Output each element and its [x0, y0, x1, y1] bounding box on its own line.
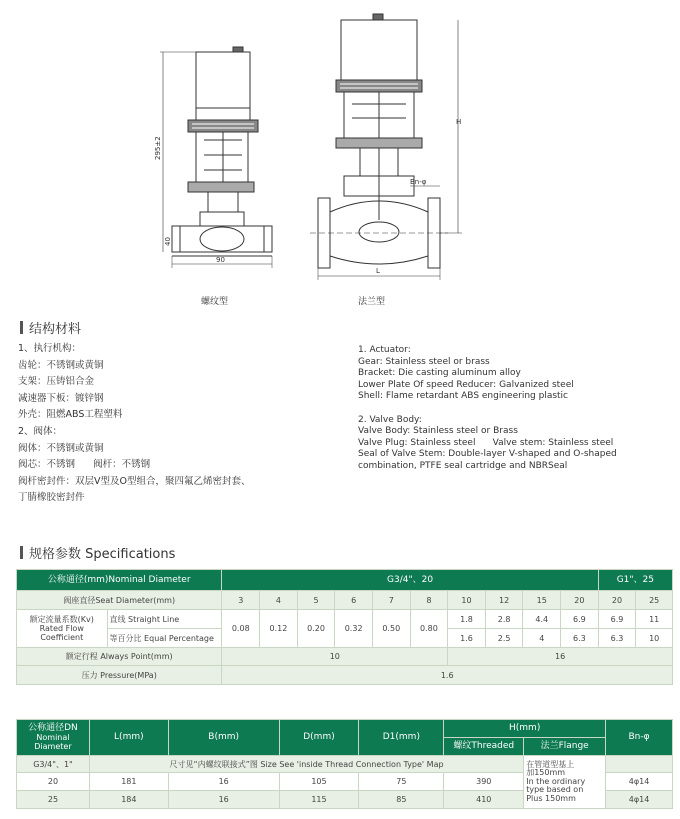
table-cell: 105 [279, 773, 359, 791]
stroke-label: 额定行程 Always Point(mm) [17, 648, 222, 666]
table-cell: 25 [636, 591, 673, 610]
table-cell: 20 [561, 591, 599, 610]
table-cell: 4φ14 [606, 773, 673, 791]
table-cell: 181 [89, 773, 168, 791]
materials-cn-line: 阀杆密封件：双层V型及O型组合，聚四氟乙烯密封套、 [18, 475, 251, 487]
materials-en-line: Gear: Stainless steel or brass [358, 356, 490, 367]
dn-header [17, 720, 90, 756]
materials-en-line: Shell: Flame retardant ABS engineering plastic [358, 391, 569, 401]
table-cell: 4φ14 [606, 791, 673, 809]
table-cell: 2.8 [485, 610, 523, 629]
table-cell: 25 [17, 791, 90, 809]
flange-note-cell [524, 756, 606, 809]
materials-cn-line: 阀体：不锈钢或黄铜 [18, 442, 104, 454]
kv-label-en1: Rated Flow [39, 624, 84, 633]
table-cell: 115 [279, 791, 359, 809]
table-cell: 184 [89, 791, 168, 809]
dim-h-label: H [456, 118, 462, 126]
group-1-header: G1"、25 [598, 570, 672, 591]
section-bar-icon [20, 546, 23, 559]
table-cell: 2.5 [485, 629, 523, 648]
spec-table [16, 569, 673, 685]
table-cell: 0.12 [260, 610, 298, 648]
table-cell: 1.6 [448, 629, 486, 648]
threaded-header: 螺纹Threaded [444, 738, 524, 756]
table-row [17, 720, 673, 738]
materials-en-line: Bracket: Die casting aluminum alloy [358, 368, 521, 378]
specs-title-text: 规格参数 Specifications [29, 547, 176, 562]
equal-percentage-label: 等百分比 Equal Percentage [107, 629, 222, 648]
table-cell: 4.4 [523, 610, 561, 629]
flange-note-line: 加150mm [526, 768, 566, 778]
materials-cn-line: 丁腈橡胶密封件 [18, 492, 85, 504]
materials-cn-line: 齿轮：不锈钢或黄铜 [18, 359, 104, 371]
table-cell: 11 [636, 610, 673, 629]
table-cell: 0.20 [297, 610, 335, 648]
l-header: L(mm) [89, 720, 168, 756]
dim-295-label: 295±2 [154, 136, 162, 160]
kv-label-en2: Coefficient [40, 633, 84, 642]
dim-bn-label: Bn-φ [410, 178, 427, 186]
materials-en-line: 1. Actuator: [358, 345, 411, 355]
materials-cn-list [18, 341, 250, 507]
table-cell: G3/4"、1" [17, 756, 90, 773]
table-row [17, 648, 673, 666]
table-cell: 20 [17, 773, 90, 791]
table-cell: 16 [168, 773, 279, 791]
table-row [17, 666, 673, 685]
table-cell: 6.3 [598, 629, 636, 648]
table-cell: 8 [410, 591, 448, 610]
kv-label-cn: 额定流量系数(Kv) [29, 615, 94, 624]
table-cell: 10 [636, 629, 673, 648]
table-cell: 3 [222, 591, 260, 610]
table-row [17, 756, 673, 773]
table-cell: 6.9 [561, 610, 599, 629]
dn-header-cn: 公称通径DN [28, 723, 78, 733]
materials-en-list [358, 345, 617, 472]
materials-cn-line: 1、执行机构： [18, 343, 82, 354]
table-cell: 6 [335, 591, 373, 610]
section-bar-icon [20, 321, 23, 334]
table-cell: 16 [168, 791, 279, 809]
threaded-valve-drawing [160, 47, 272, 268]
threaded-caption: 螺纹型 [201, 297, 229, 307]
materials-en-line: Valve Plug: Stainless steel Valve stem: Stainless steel [358, 437, 614, 448]
table-cell: 0.50 [372, 610, 410, 648]
materials-en-line: combination, PTFE seal cartridge and NBRSeal [358, 460, 568, 471]
materials-cn-line: 外壳：阻燃ABS工程塑料 [18, 409, 123, 421]
materials-en-line: Valve Body: Stainless steel or Brass [358, 426, 518, 436]
table-cell: 6.3 [561, 629, 599, 648]
table-cell: 390 [444, 773, 524, 791]
materials-en-line: Lower Plate Of speed Reducer: Galvanized steel [358, 379, 574, 390]
table-row [17, 610, 673, 629]
materials-en-line: 2. Valve Body: [358, 414, 422, 425]
flange-note-line: 在管道型基上 [526, 759, 575, 769]
materials-title-text: 结构材料 [29, 322, 82, 337]
materials-en-line: Seal of Valve Stem: Double-layer V-shaped and O-shaped [358, 449, 617, 459]
table-cell: 0.80 [410, 610, 448, 648]
flange-valve-drawing [310, 14, 462, 280]
bn-header: Bn-φ [606, 720, 673, 756]
valve-drawing-svg [0, 0, 680, 312]
thread-note-cell: 尺寸见“内螺纹联接式”图 Size See 'inside Thread Connection Type' Map [89, 756, 523, 773]
table-cell: 85 [359, 791, 444, 809]
materials-cn-line: 2、阀体： [18, 425, 63, 437]
straight-line-label: 直线 Straight Line [107, 610, 222, 629]
seat-diameter-label: 阀座直径Seat Diameter(mm) [17, 591, 222, 610]
materials-cn-line: 减速器下板：镀锌钢 [18, 392, 104, 404]
table-cell: 4 [260, 591, 298, 610]
nominal-diameter-header: 公称通径(mm)Nominal Diameter [17, 570, 222, 591]
table-cell: 75 [359, 773, 444, 791]
table-cell: 16 [448, 648, 673, 666]
dim-40-label: 40 [164, 237, 172, 246]
materials-cn-line: 阀芯：不锈钢 阀杆：不锈钢 [18, 459, 151, 471]
dn-header-en: Nominal Diameter [34, 733, 72, 751]
h-header: H(mm) [444, 720, 606, 738]
table-cell: 10 [222, 648, 448, 666]
d1-header: D1(mm) [359, 720, 444, 756]
flange-caption: 法兰型 [358, 297, 386, 307]
specs-title [20, 543, 175, 562]
table-cell: 1.6 [222, 666, 673, 685]
flange-note-line: type based on [526, 785, 584, 795]
table-row [17, 570, 673, 591]
technical-drawings [0, 0, 680, 312]
dim-l-label: L [376, 267, 380, 275]
table-cell [606, 756, 673, 773]
b-header: B(mm) [168, 720, 279, 756]
table-cell: 15 [523, 591, 561, 610]
pressure-label: 压力 Pressure(MPa) [17, 666, 222, 685]
flange-header: 法兰Flange [524, 738, 606, 756]
group-3-4-header: G3/4"、20 [222, 570, 598, 591]
flange-note-line: Plus 150mm [526, 793, 576, 803]
table-cell: 7 [372, 591, 410, 610]
table-cell: 20 [598, 591, 636, 610]
d-header: D(mm) [279, 720, 359, 756]
table-cell: 5 [297, 591, 335, 610]
table-cell: 6.9 [598, 610, 636, 629]
table-cell: 10 [448, 591, 486, 610]
materials-title [20, 318, 81, 337]
flange-note-line: In the ordinary [526, 776, 586, 786]
table-cell: 12 [485, 591, 523, 610]
table-cell: 1.8 [448, 610, 486, 629]
dim-90-label: 90 [216, 256, 225, 264]
table-cell: 0.32 [335, 610, 373, 648]
table-cell: 4 [523, 629, 561, 648]
table-cell: 410 [444, 791, 524, 809]
kv-label [17, 610, 108, 648]
table-row [17, 591, 673, 610]
dimension-table [16, 719, 673, 809]
table-cell: 0.08 [222, 610, 260, 648]
materials-cn-line: 支架：压铸铝合金 [18, 376, 95, 388]
